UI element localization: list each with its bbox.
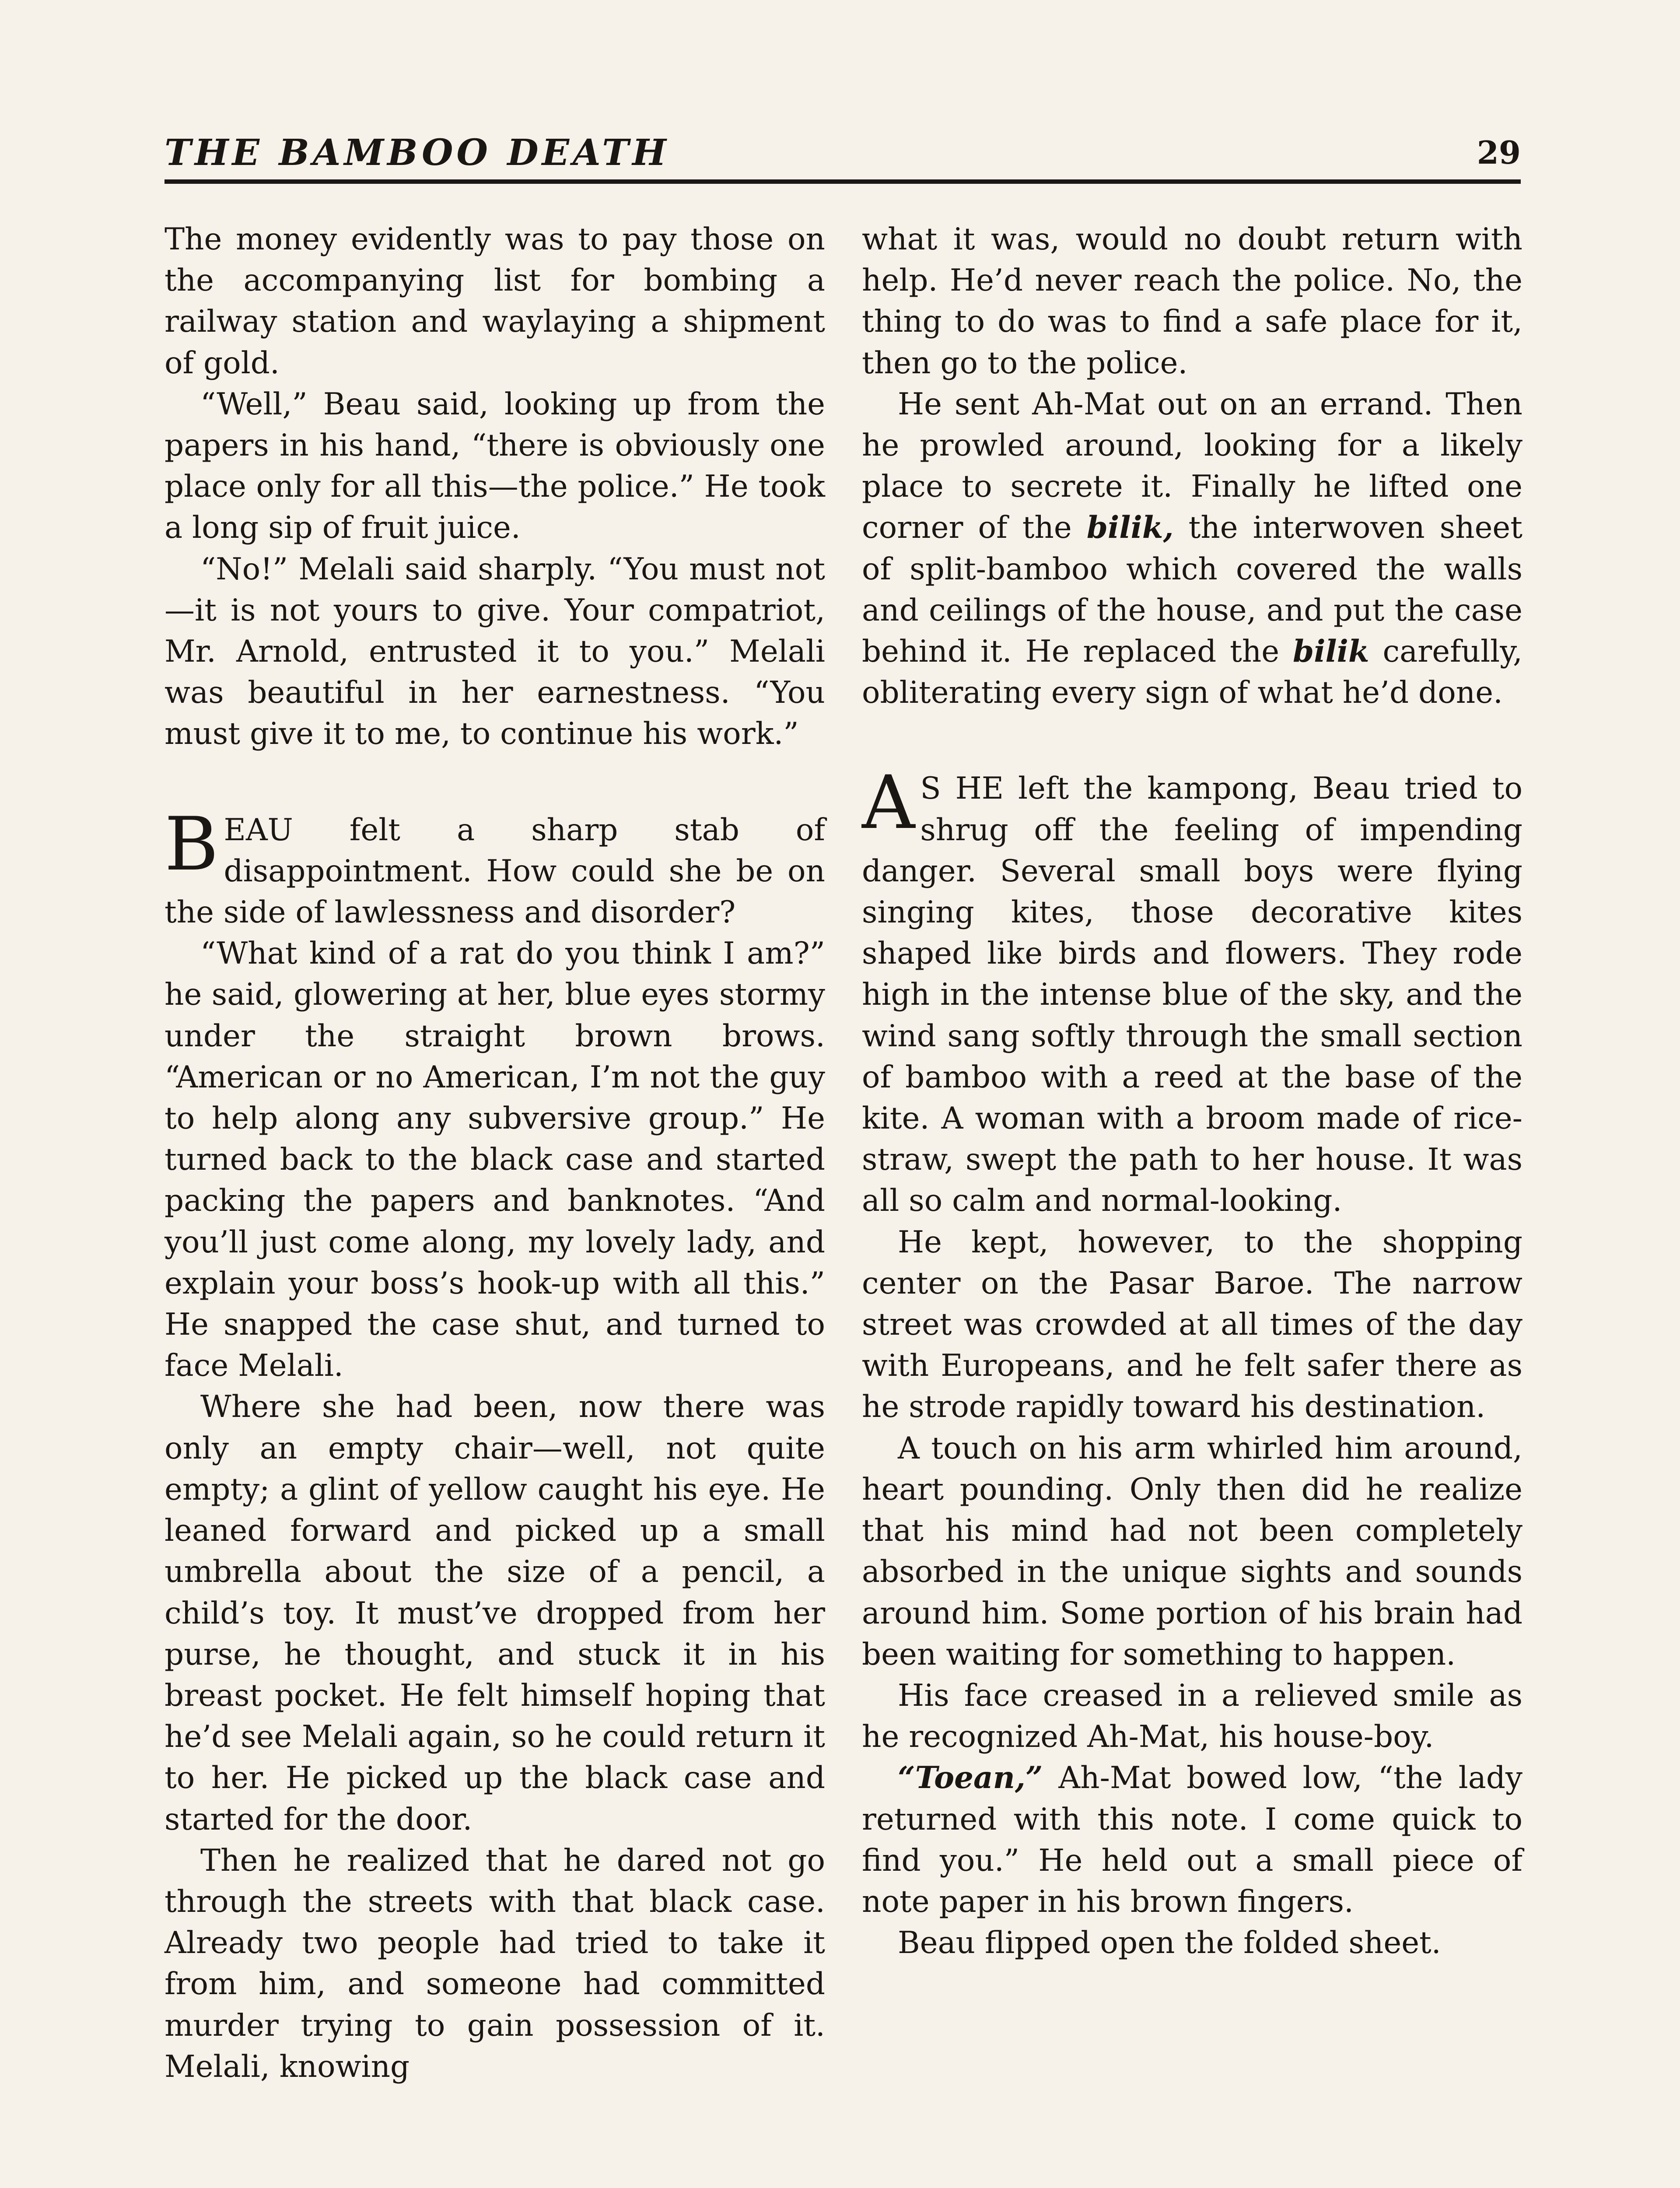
paragraph — [862, 1757, 1522, 1922]
story-title: THE BAMBOO DEATH — [164, 132, 670, 174]
paragraph: “No!” Melali said sharply. “You must not—it is not yours to give. Your compatriot, Mr. Arnold, entrusted it to you.” Melali was beautiful in her earnestness. “You must give it to me, to continue his work.” — [164, 551, 825, 752]
paragraph-text: carefully, obliterating every sign of what he’d done. — [862, 634, 1522, 711]
running-header — [164, 127, 1521, 179]
paragraph: The money evidently was to pay those on the accompanying list for bombing a railway station and waylaying a shipment of gold. — [164, 222, 825, 381]
paragraph: Then he realized that he dared not go through the streets with that black case. Already two people had tried to take it from him, and someone had committed murder trying to gain possession of it. Melali, knowing — [164, 1843, 825, 2084]
page-number: 29 — [1477, 134, 1521, 171]
paragraph-text: He sent Ah-Mat out on an errand. Then he prowled around, looking for a likely place to secrete it. Finally he lifted one corner of the — [862, 386, 1522, 546]
right-column — [862, 219, 1522, 1964]
paragraph: what it was, would no doubt return with help. He’d never reach the police. No, the thing to do was to find a safe place for it, then go to the police. — [862, 222, 1522, 381]
paragraph-text: S HE left the kampong, Beau tried to shrug off the feeling of impending danger. Several small boys were flying singing kites, those decorative kites shaped like birds and flowers. They rode high in the intense blue of the sky, and the wind sang softly through the small section of bamboo with a reed at the base of the kite. A woman with a broom made of rice-straw, swept the path to her house. It was all so calm and normal-looking. — [862, 771, 1522, 1219]
paragraph — [862, 384, 1522, 714]
italic-term: bilik — [1292, 634, 1369, 670]
paragraph-text: Ah-Mat bowed low, “the lady returned with this note. I come quick to find you.” He held out a small piece of note paper in his brown fingers. — [862, 1760, 1522, 1919]
paragraph: Beau flipped open the folded sheet. — [898, 1925, 1441, 1961]
paragraph: His face creased in a relieved smile as he recognized Ah-Mat, his house-boy. — [862, 1678, 1522, 1755]
dropcap-paragraph — [862, 760, 1522, 1221]
header-rule — [164, 179, 1521, 184]
italic-term: bilik, — [1086, 510, 1174, 546]
drop-cap: B — [164, 801, 219, 887]
italic-term: “Toean,” — [898, 1760, 1043, 1796]
paragraph: A touch on his arm whirled him around, heart pounding. Only then did he realize that his mind had not been completely absorbed in the unique sights and sounds around him. Some portion of his brain had been waiting for something to happen. — [862, 1431, 1522, 1672]
dropcap-paragraph — [164, 801, 825, 933]
paragraph: “What kind of a rat do you think I am?” he said, glowering at her, blue eyes stormy under the straight brown brows. “American or no American, I’m not the guy to help along any subversive group.” He turned back to the black case and started packing the papers and banknotes. “And you’ll just come along, my lovely lady, and explain your boss’s hook-up with all this.” He snapped the case shut, and turned to face Melali. — [164, 936, 825, 1384]
paragraph: “Well,” Beau said, looking up from the papers in his hand, “there is obviously one place only for all this—the police.” He took a long sip of fruit juice. — [164, 386, 825, 546]
paragraph-text: EAU felt a sharp stab of disappointment. How could she be on the side of lawlessness and disorder? — [164, 812, 825, 930]
drop-cap: A — [862, 760, 915, 846]
paragraph: Where she had been, now there was only an empty chair—well, not quite empty; a glint of yellow caught his eye. He leaned forward and picked up a small umbrella about the size of a pencil, a child’s toy. It must’ve dropped from her purse, he thought, and stuck it in his breast pocket. He felt himself hoping that he’d see Melali again, so he could return it to her. He picked up the black case and started for the door. — [164, 1389, 825, 1837]
paragraph-text: the interwoven sheet of split-bamboo which covered the walls and ceilings of the house, and put the case behind it. He replaced the — [862, 510, 1522, 670]
left-column — [164, 219, 825, 2087]
paragraph: He kept, however, to the shopping center on the Pasar Baroe. The narrow street was crowded at all times of the day with Europeans, and he felt safer there as he strode rapidly toward his destination. — [862, 1224, 1522, 1425]
